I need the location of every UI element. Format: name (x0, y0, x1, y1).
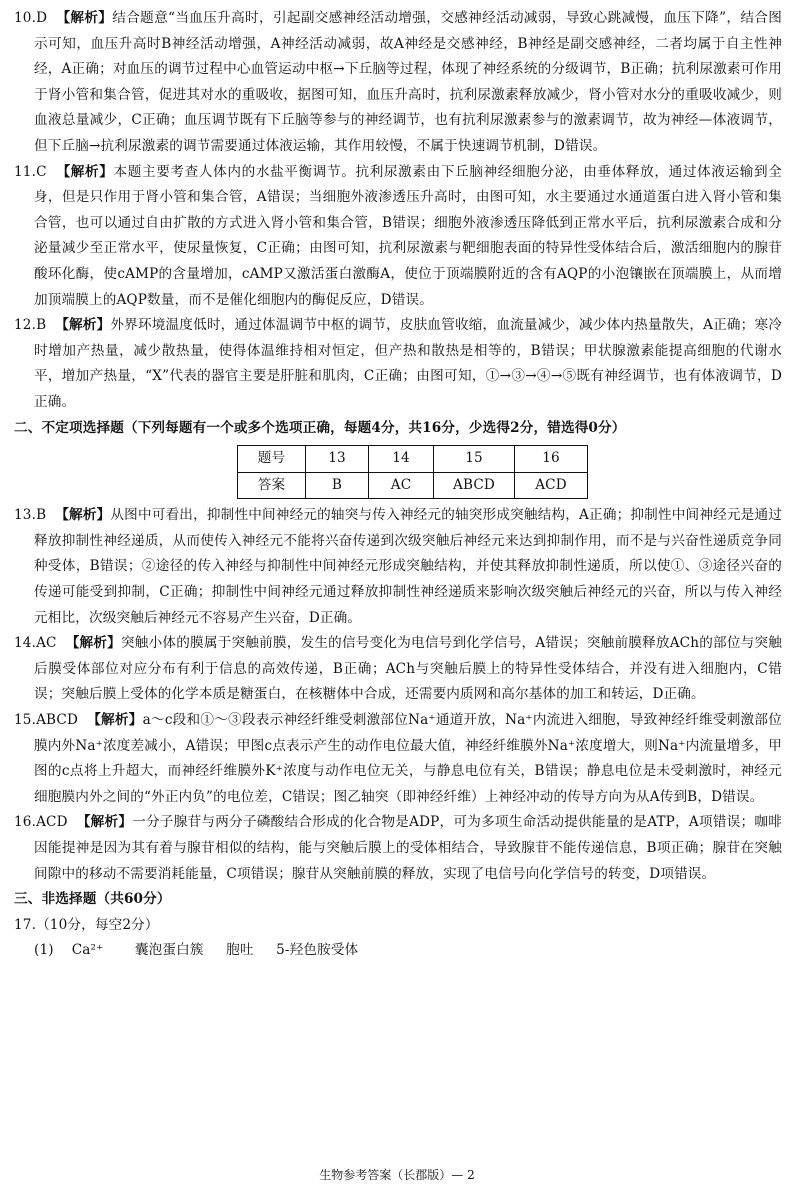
question-number: 12. (14, 317, 37, 334)
analysis-text: 从图中可看出，抑制性中间神经元的轴突与传入神经元的轴突形成突触结构，A正确；抑制性中间神经元是通过释放抑制性神经递质，从而使传入神经元不能将兴奋传递到次级突触后神经元来达到抑制作用，而不是与兴奋性递质竞争同种受体，B错误；②途径的传入神经与抑制性中间神经元形成突触结构，并使其释放抑制性递质，所以使①、③途径兴奋的传递可能受到抑制，C正确；抑制性中间神经元通过释放抑制性神经递质来影响次级突触后神经元的兴奋，所以与传入神经元相比，次级突触后神经元不容易产生兴奋，D正确。 (34, 507, 782, 626)
section-heading-multiple-choice: 二、不定项选择题（下列每题有一个或多个选项正确，每题4分，共16分，少选得2分，错选得0分） (14, 419, 626, 436)
question-number: 13. (14, 507, 37, 524)
question-number: 14. (14, 635, 37, 652)
part-label (34, 942, 121, 958)
question-number: 10. (14, 10, 37, 26)
question-16 (14, 810, 782, 887)
answer-content (14, 6, 782, 964)
question-13 (14, 503, 782, 631)
analysis-text: a～c段和①～③段表示神经纤维受刺激部位Na⁺通道开放，Na⁺内流进入细胞，导致神经纤维受刺激部位膜内外Na⁺浓度差减小，A错误；甲图c点表示产生的动作电位最大值，神经纤维膜外Na⁺浓度增大，则Na⁺内流量增多，甲图的c点将上升超大，而神经纤维膜外K⁺浓度与动作电位无关，与静息电位有关，B错误；静息电位是未受刺激时，神经元细胞膜内外之间的“外正内负”的电位差，C错误；图乙轴突（即神经纤维）上神经冲动的传导方向为从A传到B，D错误。 (34, 712, 782, 805)
answer-table-row-numbers (238, 446, 588, 473)
question-number: 15. (14, 712, 37, 729)
table-cell: ACD (515, 472, 588, 499)
table-answer-label: 答案 (238, 472, 306, 499)
question-answer: C (36, 163, 47, 180)
table-cell: 15 (434, 446, 515, 473)
question-12 (14, 313, 782, 415)
table-cell: 16 (515, 446, 588, 473)
blank-answer: 5-羟色胺受体 (276, 942, 359, 959)
analysis-tag: 【解析】 (87, 712, 143, 729)
question-10 (14, 6, 782, 160)
question-answer: ACD (36, 814, 68, 831)
question-answer: AC (36, 635, 57, 652)
page-footer: 生物参考答案（长郡版）— 2 (319, 1168, 475, 1182)
question-17-heading: 17.（10分，每空2分） (14, 916, 159, 933)
blank-answer: 胞吐 (226, 942, 254, 959)
blank-answer: 囊泡蛋白簇 (134, 942, 204, 959)
question-answer: ABCD (36, 712, 79, 729)
table-cell: B (306, 472, 369, 499)
analysis-text: 本题主要考查人体内的水盐平衡调节。抗利尿激素由下丘脑神经细胞分泌，由垂体释放，通过体液运输到全身，但是只作用于肾小管和集合管，A错误；当细胞外液渗透压升高时，由图可知，水主要通过水通道蛋白进入肾小管和集合管，也可以通过自由扩散的方式进入肾小管和集合管，B错误；细胞外液渗透压降低到正常水平后，抗利尿激素合成和分泌量减少至正常水平，使尿量恢复，C正确；由图可知，抗利尿激素与靶细胞表面的特异性受体结合后，激活细胞内的腺苷酸环化酶，使cAMP的含量增加，cAMP又激活蛋白激酶A，使位于顶端膜附近的含有AQP的小泡镶嵌在顶端膜上，从而增加顶端膜上的AQP数量，而不是催化细胞内的酶促反应，D错误。 (34, 163, 782, 308)
question-answer: B (36, 317, 47, 334)
table-header-label: 题号 (238, 446, 306, 473)
analysis-tag: 【解析】 (56, 163, 114, 180)
question-14 (14, 631, 782, 708)
analysis-text: 结合题意“当血压升高时，引起副交感神经活动增强，交感神经活动减弱，导致心跳减慢，血压下降”，结合图示可知，血压升高时B神经活动增强，A神经活动减弱，故A神经是交感神经，B神经是副交感神经，二者均属于自主性神经，A正确；对血压的调节过程中心血管运动中枢→下丘脑等过程，体现了神经系统的分级调节，B正确；抗利尿激素可作用于肾小管和集合管，促进其对水的重吸收，据图可知，血压升高时，抗利尿激素释放减少，肾小管对水分的重吸收减少，则血液总量减少，C正确；血压调节既有下丘脑等参与的神经调节，也有抗利尿激素参与的激素调节，故为神经—体液调节，但下丘脑→抗利尿激素的调节需要通过体液运输，其作用较慢，不属于快速调节机制，D错误。 (34, 10, 782, 154)
analysis-text: 突触小体的膜属于突触前膜，发生的信号变化为电信号到化学信号，A错误；突触前膜释放ACh的部位与突触后膜受体部位对应分布有利于信息的高效传递，B正确；ACh与突触后膜上的特异性受体结合，并没有进入细胞内，C错误；突触后膜上受体的化学本质是糖蛋白，在核糖体中合成，还需要内质网和高尔基体的加工和转运，D正确。 (34, 635, 783, 703)
table-cell: ABCD (434, 472, 515, 499)
analysis-tag: 【解析】 (55, 317, 111, 334)
analysis-tag: 【解析】 (76, 814, 133, 831)
question-answer: D (36, 10, 48, 26)
question-15 (14, 708, 782, 810)
question-17-part-1 (14, 938, 782, 964)
question-answer: B (36, 507, 47, 524)
question-number: 16. (14, 814, 37, 831)
answer-table-row-answers (238, 472, 588, 499)
analysis-text: 一分子腺苷与两分子磷酸结合形成的化合物是ADP，可为多项生命活动提供能量的是ATP，A项错误；咖啡因能提神是因为其有着与腺苷相似的结构，能与突触后膜上的受体相结合，导致腺苷不能传递信息，B项正确；腺苷在突触间隙中的移动不需要消耗能量，C项错误；腺苷从突触前膜的释放，实现了电信号向化学信号的转变，D项错误。 (34, 814, 782, 882)
table-cell: AC (369, 472, 434, 499)
analysis-tag: 【解析】 (55, 507, 111, 524)
question-11 (14, 160, 782, 314)
analysis-tag: 【解析】 (56, 10, 113, 26)
analysis-tag: 【解析】 (65, 635, 121, 652)
analysis-text: 外界环境温度低时，通过体温调节中枢的调节，皮肤血管收缩，血流量减少，减少体内热量散失，A正确；寒冷时增加产热量，减少散热量，使得体温维持相对恒定，但产热和散热是相等的，B错误；甲状腺激素能提高细胞的代谢水平，增加产热量，“X”代表的器官主要是肝脏和肌肉，C正确；由图可知，①→③→④→⑤既有神经调节，也有体液调节，D正确。 (34, 317, 782, 410)
table-cell: 14 (369, 446, 434, 473)
question-number: 11. (14, 163, 37, 180)
calcium-ion: Ca²⁺ (71, 942, 104, 959)
answer-table (237, 445, 588, 499)
section-heading-non-choice: 三、非选择题（共60分） (14, 891, 171, 908)
table-cell: 13 (306, 446, 369, 473)
part-number: (1) (34, 942, 54, 959)
